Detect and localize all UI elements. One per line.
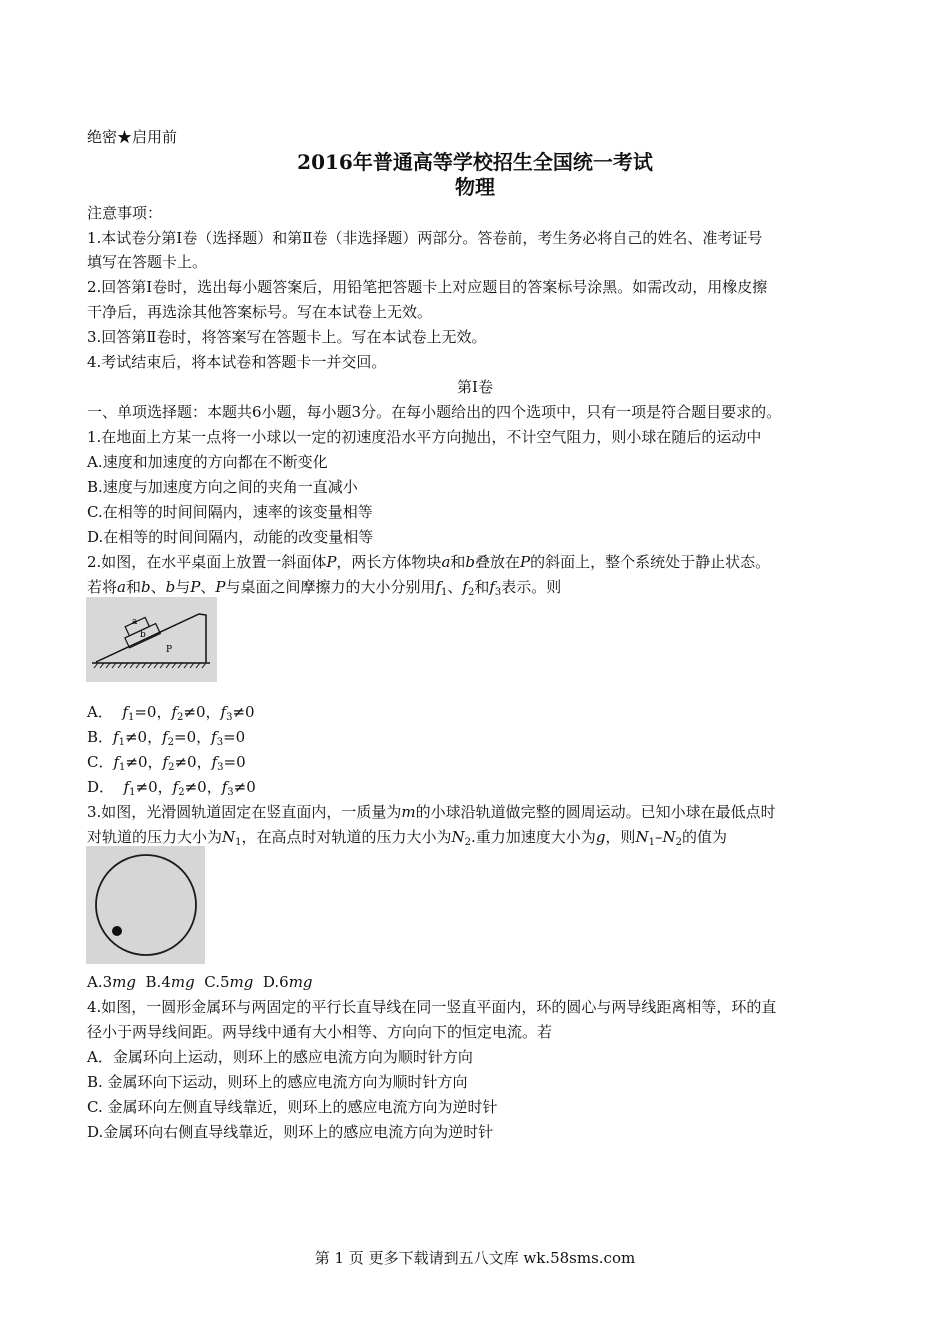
page-footer: 第 1 页 更多下载请到五八文库 wk.58sms.com bbox=[314, 1249, 636, 1267]
q1-option-a: A.速度和加速度的方向都在不断变化 bbox=[87, 453, 328, 471]
notice-item-2: 2.回答第Ⅰ卷时，选出每小题答案后，用铅笔把答题卡上对应题目的答案标号涂黑。如需改动，用橡皮擦 bbox=[87, 278, 768, 296]
q3-stem-line2: 对轨道的压力大小为$N_1$，在高点时对轨道的压力大小为$N_2$.重力加速度大小为g，则$N_1-N_2$的值为 bbox=[87, 828, 727, 848]
subject-title: 物理 bbox=[455, 175, 495, 199]
notice-title: 注意事项： bbox=[87, 204, 163, 222]
q2-option-c: C．$f_1\ne 0$，$f_2\ne 0$，$f_3=0$ bbox=[87, 753, 246, 773]
fig-label-p: P bbox=[166, 645, 173, 655]
q1-option-c: C.在相等的时间间隔内，速率的该变量相等 bbox=[87, 503, 373, 521]
q1-option-d: D.在相等的时间间隔内，动能的改变量相等 bbox=[87, 528, 374, 546]
q1-option-b: B.速度与加速度方向之间的夹角一直减小 bbox=[87, 478, 358, 496]
fig-label-a: a bbox=[132, 617, 138, 627]
q3-stem-line1: 3.如图，光滑圆轨道固定在竖直面内，一质量为m的小球沿轨道做完整的圆周运动。已知小球在最低点时 bbox=[87, 803, 776, 821]
q4-option-d: D.金属环向右侧直导线靠近，则环上的感应电流方向为逆时针 bbox=[87, 1123, 494, 1141]
q2-option-b: B．$f_1\ne 0$，$f_2=0$，$f_3=0$ bbox=[87, 728, 246, 748]
fig-label-b: b bbox=[140, 630, 146, 640]
section-instructions: 一、单项选择题：本题共6小题，每小题3分。在每小题给出的四个选项中，只有一项是符合题目要求的。 bbox=[87, 403, 782, 421]
volume-title: 第Ⅰ卷 bbox=[457, 378, 493, 396]
q2-stem-line1: 2.如图，在水平桌面上放置一斜面体P，两长方体物块a和b叠放在P的斜面上，整个系统处于静止状态。 bbox=[87, 553, 771, 571]
exam-title: 2016年普通高等学校招生全国统一考试 bbox=[297, 150, 653, 174]
notice-item-4: 4.考试结束后，将本试卷和答题卡一并交回。 bbox=[87, 353, 387, 371]
secret-label: 绝密★启用前 bbox=[87, 128, 178, 146]
q2-option-d: D． $f_1\ne 0$，$f_2\ne 0$，$f_3\ne 0$ bbox=[87, 778, 256, 798]
q4-option-c: C. 金属环向左侧直导线靠近，则环上的感应电流方向为逆时针 bbox=[87, 1098, 498, 1116]
notice-item-1-cont: 填写在答题卡上。 bbox=[87, 253, 208, 271]
q4-option-b: B. 金属环向下运动，则环上的感应电流方向为顺时针方向 bbox=[87, 1073, 468, 1091]
incline-figure bbox=[86, 597, 217, 682]
circle-track-figure bbox=[86, 846, 205, 964]
q2-option-a: A． $f_1=0$，$f_2\ne 0$，$f_3\ne 0$ bbox=[87, 703, 255, 723]
notice-item-1: 1.本试卷分第Ⅰ卷（选择题）和第Ⅱ卷（非选择题）两部分。答卷前，考生务必将自己的姓名、准考证号 bbox=[87, 229, 763, 247]
q4-stem-line2: 径小于两导线间距。两导线中通有大小相等、方向向下的恒定电流。若 bbox=[87, 1023, 553, 1041]
notice-item-2-cont: 干净后，再选涂其他答案标号。写在本试卷上无效。 bbox=[87, 303, 433, 321]
q4-stem-line1: 4.如图，一圆形金属环与两固定的平行长直导线在同一竖直平面内，环的圆心与两导线距离相等，环的直 bbox=[87, 998, 777, 1016]
q4-option-a: A．金属环向上运动，则环上的感应电流方向为顺时针方向 bbox=[87, 1048, 473, 1066]
q3-options: A.3mg B.4mg C.5mg D.6mg bbox=[87, 973, 313, 991]
notice-item-3: 3.回答第Ⅱ卷时，将答案写在答题卡上。写在本试卷上无效。 bbox=[87, 328, 487, 346]
q2-stem-line2: 若将a和b、b与P、P与桌面之间摩擦力的大小分别用$f_1$、$f_2$和$f_3$表示。则 bbox=[87, 578, 562, 598]
q1-stem: 1.在地面上方某一点将一小球以一定的初速度沿水平方向抛出，不计空气阻力，则小球在随后的运动中 bbox=[87, 428, 762, 446]
ball-icon bbox=[112, 926, 122, 936]
